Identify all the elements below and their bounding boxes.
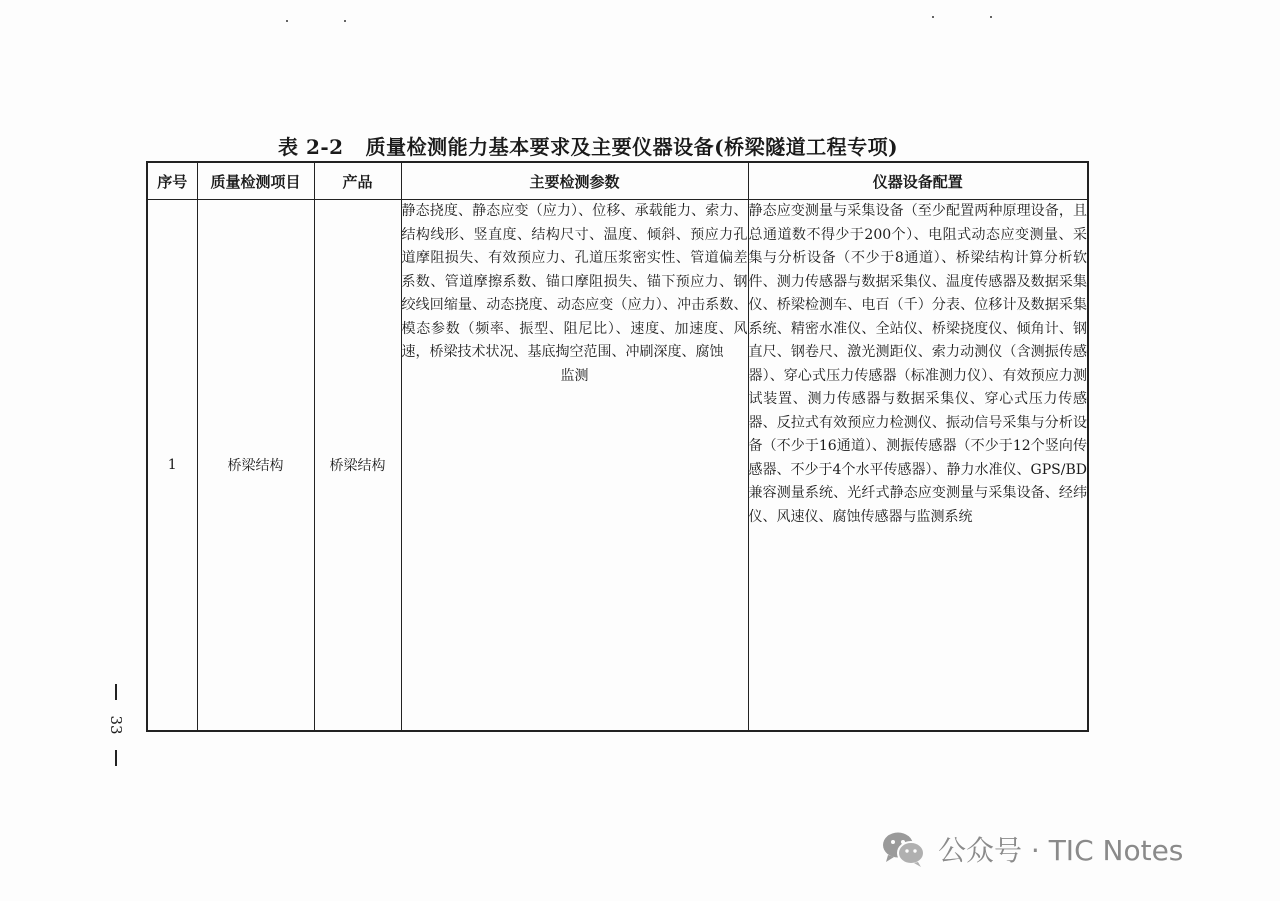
table-title <box>278 131 898 160</box>
scan-speck <box>344 20 346 22</box>
header-row <box>147 162 1088 200</box>
header-equipment: 仪器设备配置 <box>748 162 1088 200</box>
header-item: 质量检测项目 <box>197 162 314 200</box>
cell-item: 桥梁结构 <box>197 200 314 732</box>
page-number <box>104 684 128 774</box>
header-params: 主要检测参数 <box>401 162 748 200</box>
watermark-text: 公众号 · TIC Notes <box>938 834 1184 867</box>
cell-product: 桥梁结构 <box>314 200 401 732</box>
header-product: 产品 <box>314 162 401 200</box>
table-title-text: 质量检测能力基本要求及主要仪器设备(桥梁隧道工程专项) <box>365 135 899 159</box>
watermark <box>880 829 1183 869</box>
table-row <box>147 200 1088 732</box>
page-number-text: 33 <box>107 715 125 735</box>
cell-equipment: 静态应变测量与采集设备（至少配置两种原理设备，且总通道数不得少于200个）、电阻式动态应变测量、采集与分析设备（不少于8通道）、桥梁结构计算分析软件、测力传感器与数据采集仪、温度传感器及数据采集仪、桥梁检测车、电百（千）分表、位移计及数据采集系统、精密水准仪、全站仪、桥梁挠度仪、倾角计、钢直尺、钢卷尺、激光测距仪、索力动测仪（含测振传感器）、穿心式压力传感器（标准测力仪）、有效预应力测试装置、测力传感器与数据采集仪、穿心式压力传感器、反拉式有效预应力检测仪、振动信号采集与分析设备（不少于16通道）、测振传感器（不少于12个竖向传感器、不少于4个水平传感器）、静力水准仪、GPS/BD兼容测量系统、光纤式静态应变测量与采集设备、经纬仪、风速仪、腐蚀传感器与监测系统 <box>748 200 1088 732</box>
scan-speck <box>286 20 288 22</box>
wechat-icon <box>880 829 928 869</box>
scan-speck <box>990 16 992 18</box>
page-dash <box>115 750 117 766</box>
params-tail: 监测 <box>560 367 589 384</box>
cell-index: 1 <box>147 200 197 732</box>
scan-speck <box>932 16 934 18</box>
table-number: 表 2-2 <box>278 135 344 159</box>
header-index: 序号 <box>147 162 197 200</box>
cell-params <box>401 200 748 732</box>
params-text: 静态挠度、静态应变（应力）、位移、承载能力、索力、结构线形、竖直度、结构尺寸、温度、倾斜、预应力孔道摩阻损失、有效预应力、孔道压浆密实性、管道偏差系数、管道摩擦系数、锚口摩阻损失、锚下预应力、钢绞线回缩量、动态挠度、动态应变（应力）、冲击系数、模态参数（频率、振型、阻尼比）、速度、加速度、风速，桥梁技术状况、基底掏空范围、冲刷深度、腐蚀 <box>401 203 748 360</box>
inspection-table <box>146 161 1089 732</box>
page-dash <box>115 684 117 700</box>
